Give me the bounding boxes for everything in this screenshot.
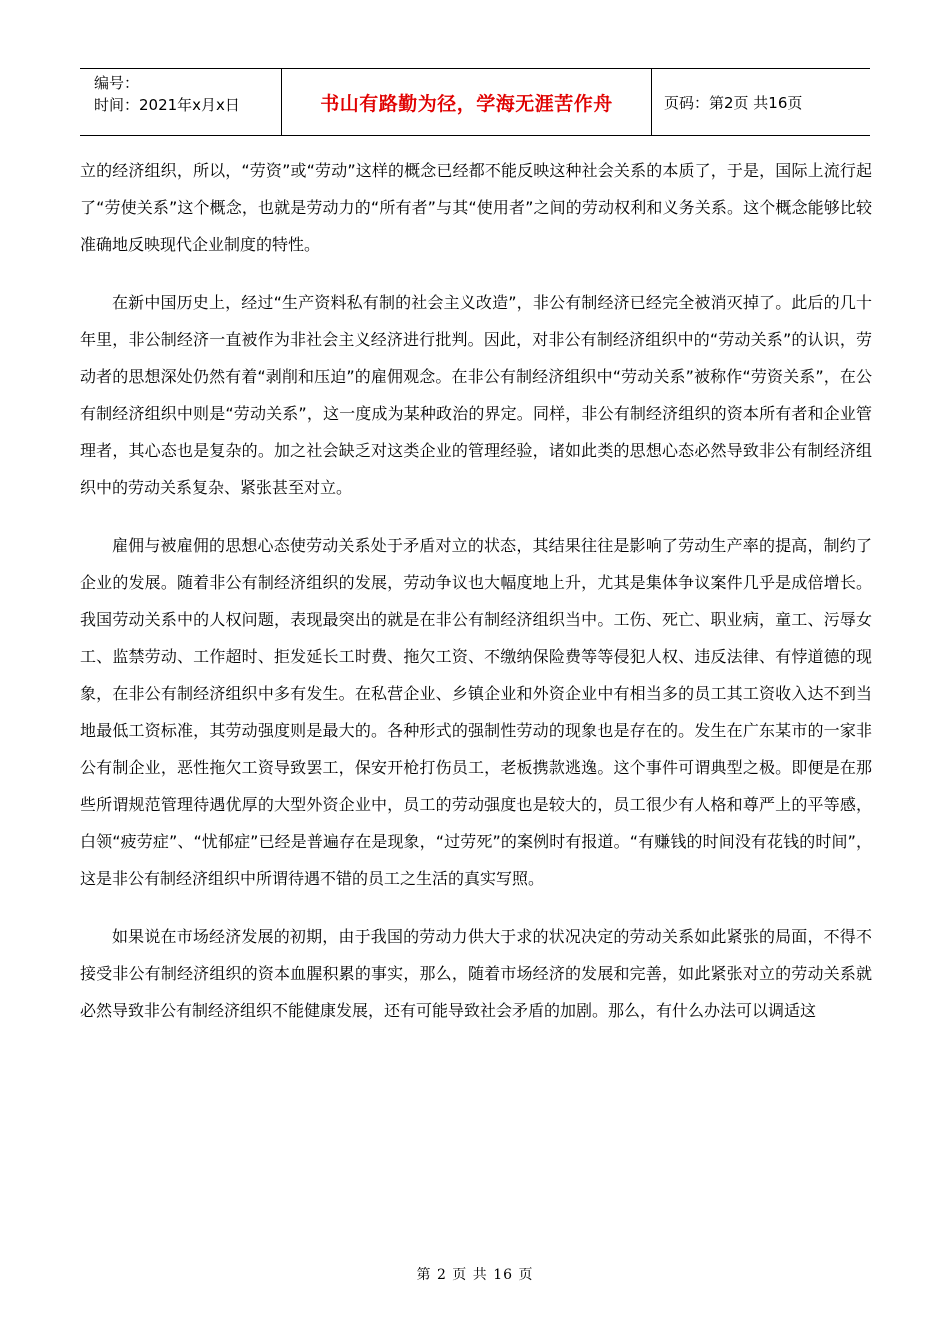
paragraph: 在新中国历史上，经过“生产资料私有制的社会主义改造”，非公有制经济已经完全被消灭掉了。此后的几十年里，非公制经济一直被作为非社会主义经济进行批判。因此，对非公有制经济组织中的“劳动关系”的认识，劳动者的思想深处仍然有着“剥削和压迫”的雇佣观念。在非公有制经济组织中“劳动关系”被称作“劳资关系”，在公有制经济组织中则是“劳动关系”，这一度成为某种政治的界定。同样，非公有制经济组织的资本所有者和企业管理者，其心态也是复杂的。加之社会缺乏对这类企业的管理经验，诸如此类的思想心态必然导致非公有制经济组织中的劳动关系复杂、紧张甚至对立。 <box>80 293 872 497</box>
motto-text: 书山有路勤为径，学海无涯苦作舟 <box>320 92 613 115</box>
header-page-cell <box>652 69 870 135</box>
header-motto-cell <box>282 69 652 135</box>
header-info-cell <box>80 69 282 135</box>
page-header <box>80 68 870 136</box>
page-indicator: 页码：第2页 共16页 <box>664 93 803 112</box>
document-body <box>80 152 872 1050</box>
paragraph-continued: 立的经济组织，所以，“劳资”或“劳动”这样的概念已经都不能反映这种社会关系的本质了，于是，国际上流行起了“劳使关系”这个概念，也就是劳动力的“所有者”与其“使用者”之间的劳动权利和义务关系。这个概念能够比较准确地反映现代企业制度的特性。 <box>80 161 872 254</box>
page-footer: 第 2 页 共 16 页 <box>416 1267 534 1283</box>
date-label: 时间：2021年x月x日 <box>94 96 240 114</box>
number-label: 编号： <box>94 74 140 92</box>
paragraph: 雇佣与被雇佣的思想心态使劳动关系处于矛盾对立的状态，其结果往往是影响了劳动生产率的提高，制约了企业的发展。随着非公有制经济组织的发展，劳动争议也大幅度地上升，尤其是集体争议案件几乎是成倍增长。我国劳动关系中的人权问题，表现最突出的就是在非公有制经济组织当中。工伤、死亡、职业病，童工、污辱女工、监禁劳动、工作超时、拒发延长工时费、拖欠工资、不缴纳保险费等等侵犯人权、违反法律、有悖道德的现象，在非公有制经济组织中多有发生。在私营企业、乡镇企业和外资企业中有相当多的员工其工资收入达不到当地最低工资标准，其劳动强度则是最大的。各种形式的强制性劳动的现象也是存在的。发生在广东某市的一家非公有制企业，恶性拖欠工资导致罢工，保安开枪打伤员工，老板携款逃逸。这个事件可谓典型之极。即便是在那些所谓规范管理待遇优厚的大型外资企业中，员工的劳动强度也是较大的，员工很少有人格和尊严上的平等感，白领“疲劳症”、“忧郁症”已经是普遍存在是现象，“过劳死”的案例时有报道。“有赚钱的时间没有花钱的时间”，这是非公有制经济组织中所谓待遇不错的员工之生活的真实写照。 <box>80 536 872 888</box>
paragraph: 如果说在市场经济发展的初期，由于我国的劳动力供大于求的状况决定的劳动关系如此紧张的局面，不得不接受非公有制经济组织的资本血腥积累的事实，那么，随着市场经济的发展和完善，如此紧张对立的劳动关系就必然导致非公有制经济组织不能健康发展，还有可能导致社会矛盾的加剧。那么，有什么办法可以调适这 <box>80 927 872 1020</box>
